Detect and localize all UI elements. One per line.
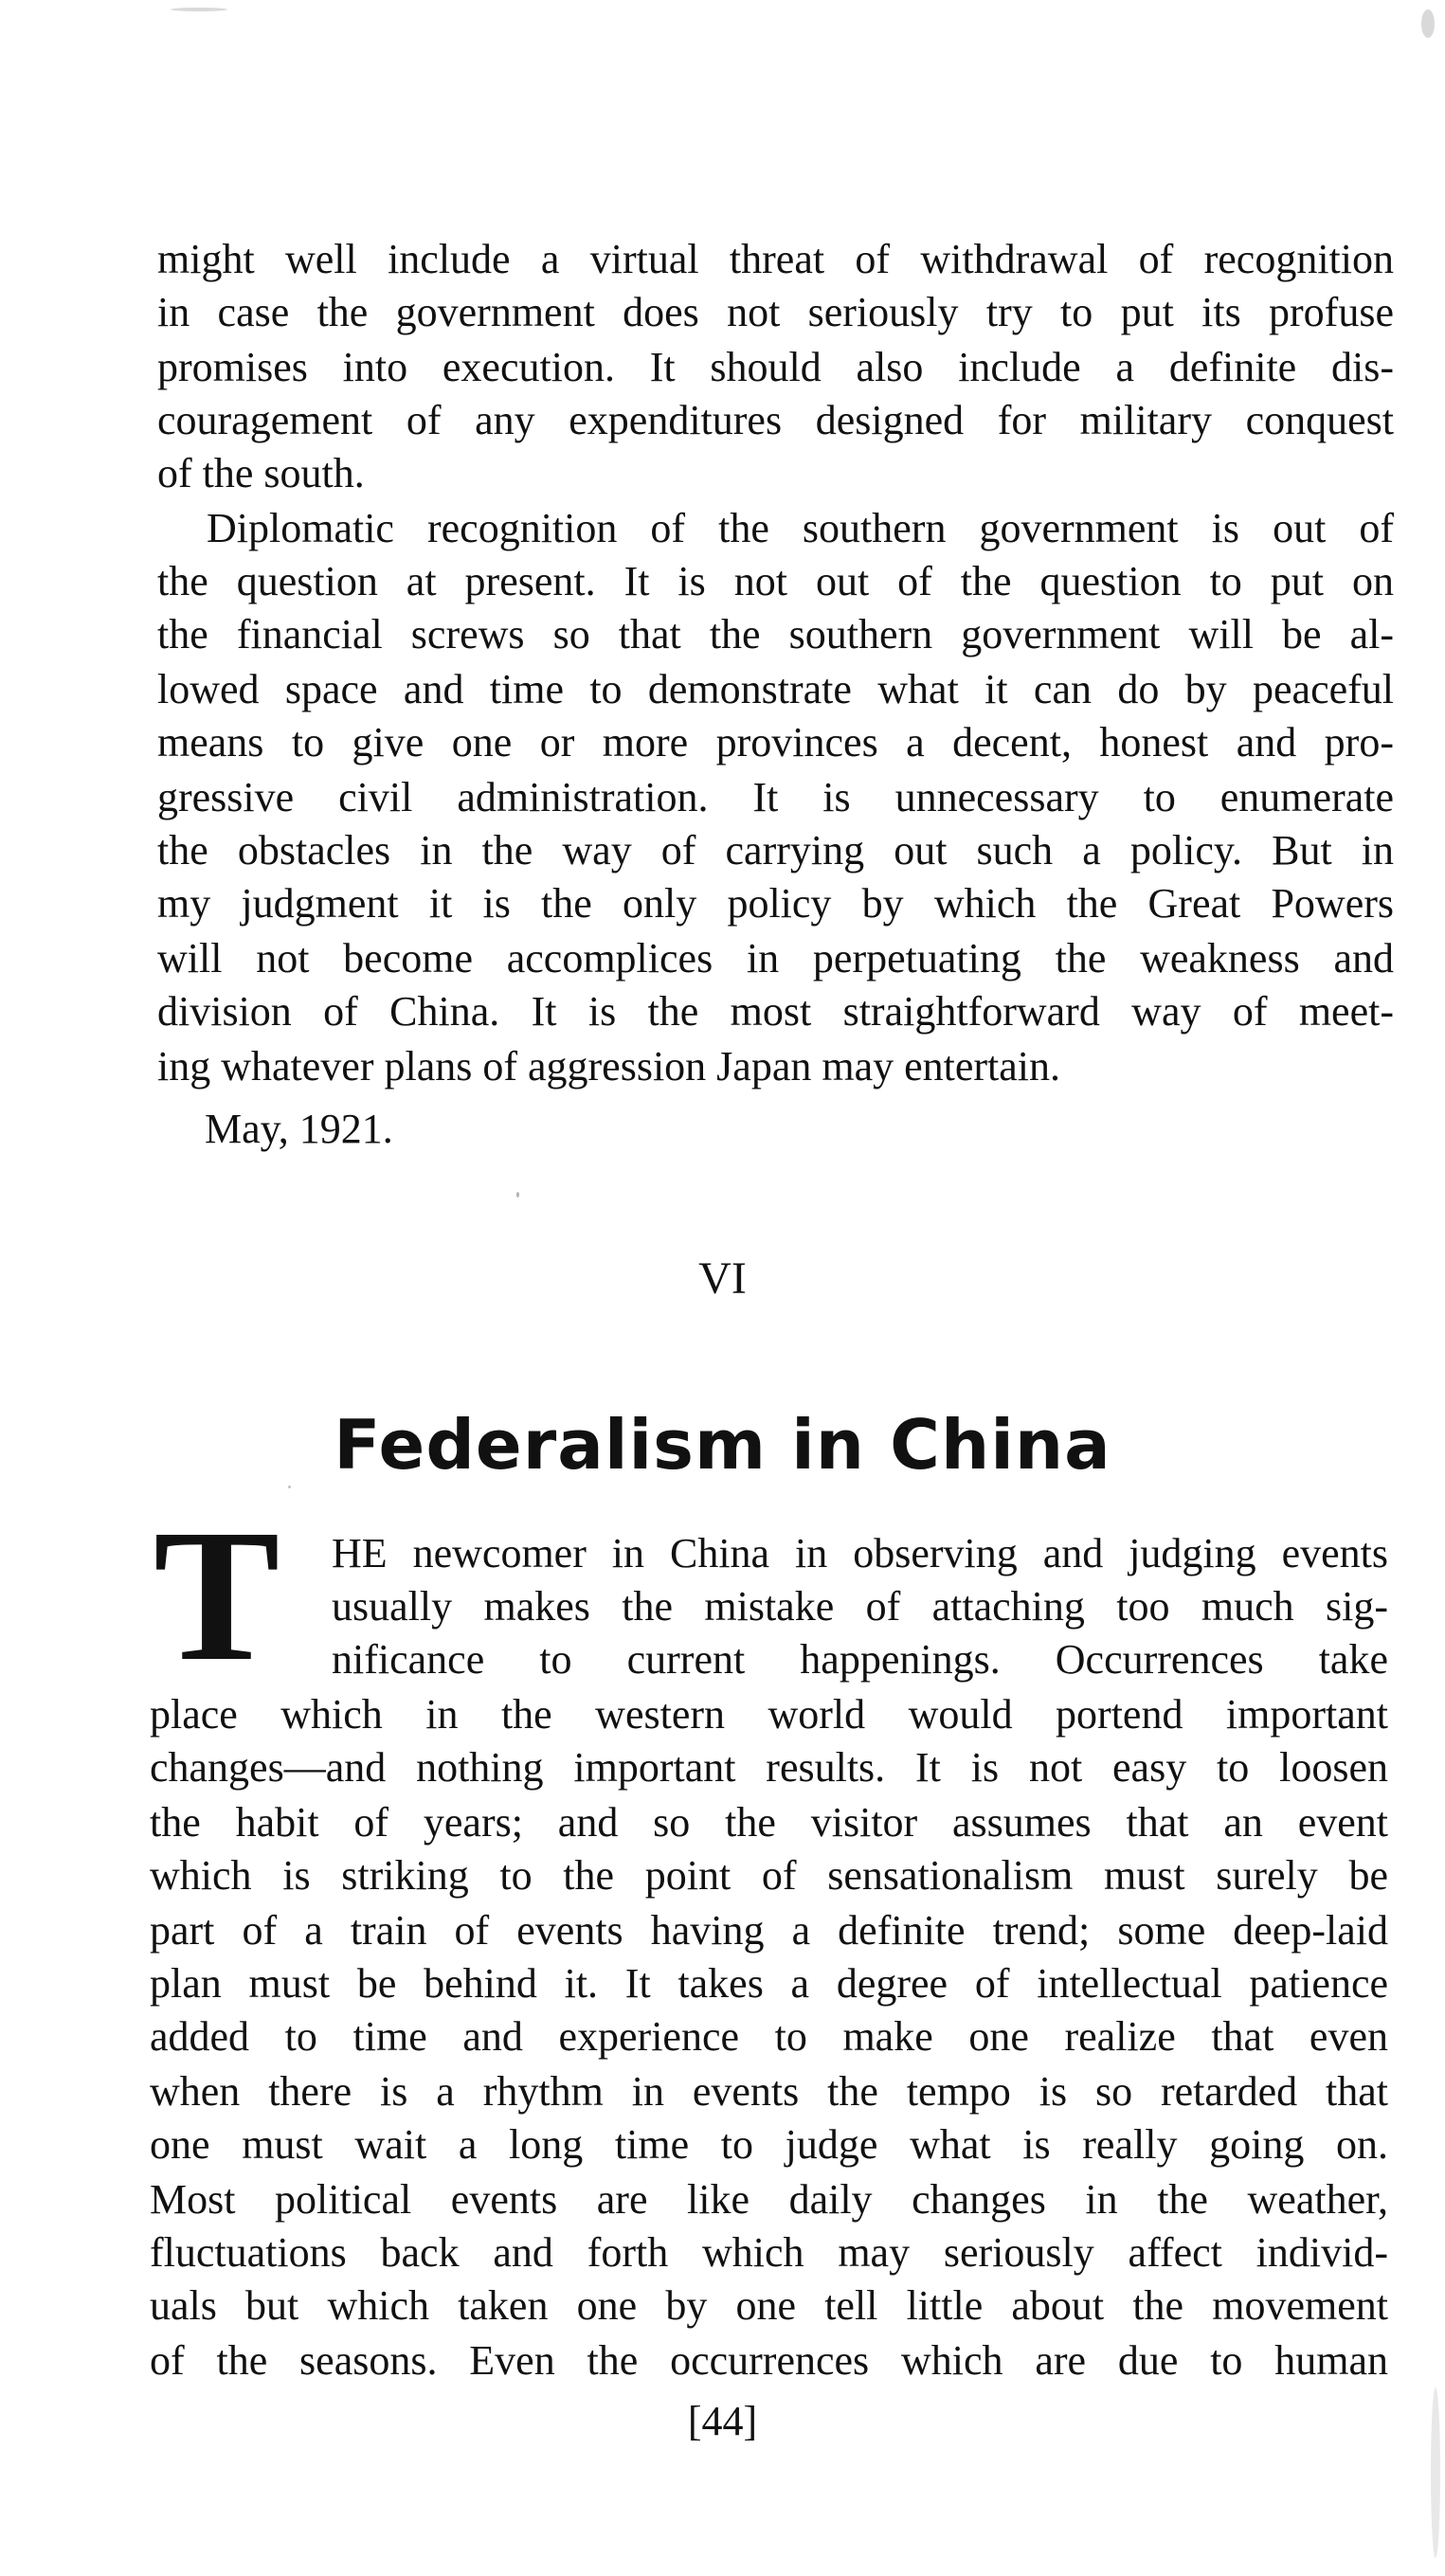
text-line: part of a train of events having a definite trend; some deep-laid <box>150 1907 1388 1954</box>
page-number: [44] <box>687 2398 758 2444</box>
text-line: division of China. It is the most straightforward way of meet- <box>157 988 1394 1035</box>
text-line: ing whatever plans of aggression Japan may entertain. <box>157 1043 1061 1090</box>
text-line: gressive civil administration. It is unnecessary to enumerate <box>157 774 1394 820</box>
text-line: of the south. <box>157 450 365 496</box>
chapter-title: Federalism in China <box>334 1405 1111 1485</box>
scan-speck <box>288 1486 291 1488</box>
chapter-numeral: VI <box>698 1253 747 1304</box>
text-line: which is striking to the point of sensationalism must surely be <box>150 1852 1388 1899</box>
text-line: will not become accomplices in perpetuating the weakness and <box>157 935 1394 982</box>
text-line: promises into execution. It should also include a definite dis- <box>157 344 1394 390</box>
text-line: my judgment it is the only policy by which the Great Powers <box>157 880 1394 927</box>
text-line: nificance to current happenings. Occurrences take <box>332 1636 1388 1683</box>
text-line: usually makes the mistake of attaching too much sig- <box>332 1583 1388 1630</box>
text-line: plan must be behind it. It takes a degree of intellectual patience <box>150 1960 1388 2007</box>
text-line: HE newcomer in China in observing and judging events <box>332 1530 1388 1576</box>
text-line: when there is a rhythm in events the tempo is so retarded that <box>150 2068 1388 2115</box>
text-line: the financial screws so that the southern government will be al- <box>157 611 1394 658</box>
text-line: uals but which taken one by one tell little about the movement <box>150 2282 1388 2329</box>
text-line: means to give one or more provinces a decent, honest and pro- <box>157 719 1394 766</box>
text-line: couragement of any expenditures designed for military conquest <box>157 397 1394 443</box>
scan-speck <box>1421 9 1435 38</box>
text-line: of the seasons. Even the occurrences which are due to human <box>150 2337 1388 2384</box>
text-line: in case the government does not seriously try to put its profuse <box>157 289 1394 335</box>
text-line: might well include a virtual threat of withdrawal of recognition <box>157 236 1394 282</box>
scan-speck <box>171 8 227 11</box>
text-line: the obstacles in the way of carrying out such a policy. But in <box>157 827 1394 874</box>
dateline: May, 1921. <box>205 1106 393 1152</box>
text-line: added to time and experience to make one realize that even <box>150 2013 1388 2060</box>
text-line: the habit of years; and so the visitor assumes that an event <box>150 1799 1388 1846</box>
text-line: changes—and nothing important results. It is not easy to loosen <box>150 1744 1388 1791</box>
drop-cap: T <box>154 1491 280 1701</box>
text-line: lowed space and time to demonstrate what it can do by peaceful <box>157 666 1394 712</box>
scan-speck <box>1431 2387 1440 2558</box>
text-line: one must wait a long time to judge what is really going on. <box>150 2121 1388 2168</box>
text-line: Diplomatic recognition of the southern government is out of <box>207 505 1394 551</box>
text-line: the question at present. It is not out of the question to put on <box>157 558 1394 604</box>
text-line: Most political events are like daily changes in the weather, <box>150 2176 1388 2223</box>
text-line: fluctuations back and forth which may seriously affect individ- <box>150 2229 1388 2276</box>
scan-speck <box>516 1192 519 1198</box>
text-line: place which in the western world would portend important <box>150 1691 1388 1738</box>
